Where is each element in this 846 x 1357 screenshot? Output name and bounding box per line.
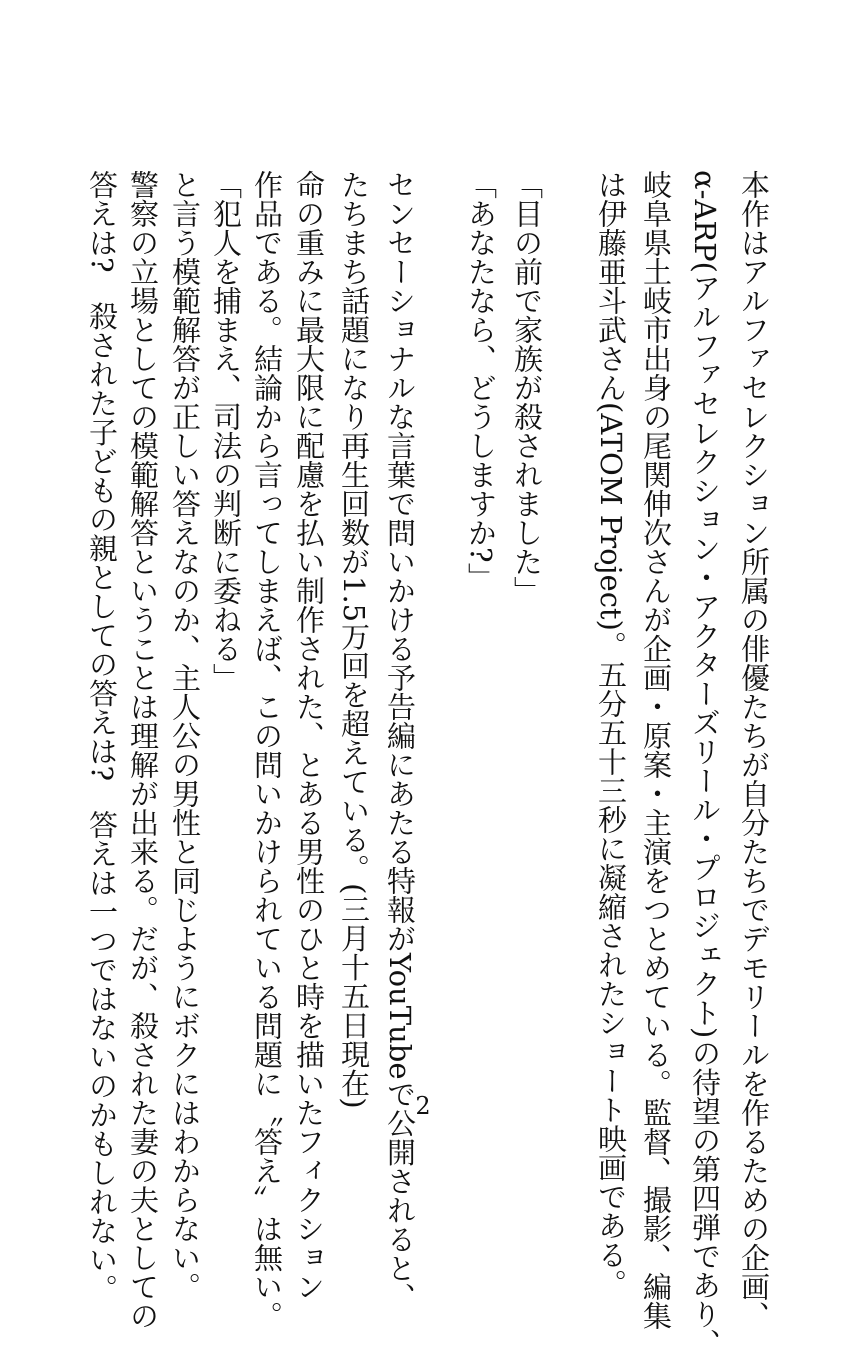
text-column: 作品である。結論から言ってしまえば、この問いかけられている問題に〝答え〟は無い。 — [250, 170, 284, 1330]
text-column: α-ARP(アルファセレクション・アクターズリール・プロジェクト)の待望の第四弾であり、 — [688, 170, 722, 1357]
text-column: 本作はアルファセレクション所属の俳優たちが自分たちでデモリールを作るための企画、 — [737, 170, 771, 1330]
quote-line: 「犯人を捕まえ、司法の判断に委ねる」 — [209, 170, 243, 692]
text-column: 命の重みに最大限に配慮を払い制作された、とある男性のひと時を描いたフィクション — [292, 170, 326, 1301]
text-column: センセーショナルな言葉で問いかける予告編にあたる特報がYouTubeで公開されると、 — [383, 170, 417, 1312]
page-number: 2 — [415, 1092, 431, 1120]
quote-line: 「目の前で家族が殺されました」 — [510, 170, 544, 605]
text-column: たちまち話題になり再生回数が1.5万回を超えている。(三月十五日現在) — [337, 170, 371, 1109]
text-column: 岐阜県土岐市出身の尾関伸次さんが企画・原案・主演をつとめている。監督、撮影、編集 — [639, 170, 673, 1330]
text-column: 答えは? 殺された子どもの親としての答えは? 答えは一つではないのかもしれない。 — [85, 170, 119, 1304]
text-column: 警察の立場としての模範解答ということは理解が出来る。だが、殺された妻の夫としての — [126, 170, 160, 1330]
quote-line: 「あなたなら、どうしますか?」 — [464, 170, 498, 592]
text-column: と言う模範解答が正しい答えなのか、主人公の男性と同じようにボクにはわからない。 — [168, 170, 202, 1301]
text-column: は伊藤亜斗武さん(ATOM Project)。五分五十三秒に凝縮されたショート映画である。 — [594, 170, 628, 1298]
